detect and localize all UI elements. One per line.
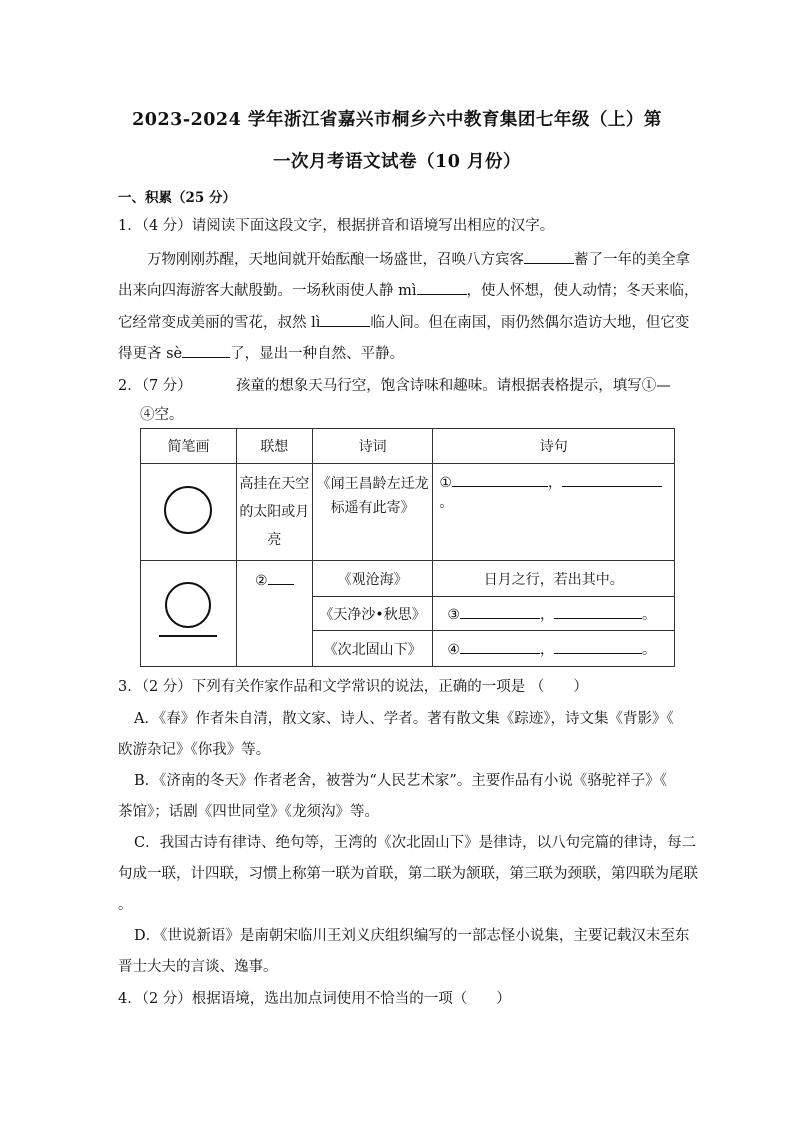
- poem-title-cell: 《天净沙•秋思》: [312, 597, 433, 631]
- verse-cell: [433, 631, 675, 667]
- poem-title-cell: [312, 464, 433, 561]
- circle-sun-moon-icon: [158, 480, 218, 540]
- q1-text: 临人间。但在南国，雨仍然偶尔造访大地，但它变: [370, 315, 690, 331]
- punctuation: 。: [641, 641, 656, 658]
- q1-text: 它经常变成美丽的雪花，叔然 lì: [118, 315, 321, 331]
- q1-answer-blank-4[interactable]: [182, 343, 230, 358]
- table-row: [141, 561, 675, 597]
- section-heading: 一、积累（25 分）: [118, 190, 236, 206]
- sun-over-horizon-icon: [153, 580, 223, 644]
- verse-blank-1a[interactable]: [452, 472, 548, 487]
- poem-title-text: 标遥有此寄》: [330, 500, 415, 516]
- q3-option-d-line-2: 晋士大夫的言谈、逸事。: [118, 959, 278, 975]
- q3-option-c-line-3: 。: [118, 897, 133, 913]
- table-row: [141, 464, 675, 561]
- association-blank-2[interactable]: [268, 570, 294, 585]
- q1-stem: 1．（4 分）请阅读下面这段文字，根据拼音和语境写出相应的汉字。: [118, 218, 555, 234]
- exam-title-line-2: 一次月考语文试卷（10 月份）: [273, 152, 521, 172]
- verse-cell: [433, 464, 675, 561]
- q1-text: 得更吝 sè: [118, 346, 183, 362]
- table-header: 诗词: [312, 429, 433, 464]
- verse-blank-3a[interactable]: [460, 604, 540, 619]
- verse-blank-4b[interactable]: [554, 639, 642, 654]
- q3-option-a-line-1: A．《春》作者朱自清，散文家、诗人、学者。著有散文集《踪迹》，诗文集《背影》《: [134, 711, 674, 727]
- q2-text: 孩童的想象天马行空，饱含诗味和趣味。请根据表格提示，填写①—: [235, 378, 671, 394]
- q1-text: ，使人怀想，使人动情；冬天来临，: [466, 283, 699, 299]
- answer-marker: ①: [439, 475, 452, 491]
- verse-blank-1b[interactable]: [562, 472, 662, 487]
- association-text: 亮: [267, 532, 282, 548]
- sunrise-drawing: [141, 561, 237, 667]
- punctuation: ，: [539, 606, 554, 623]
- q3-option-b-line-1: B．《济南的冬天》作者老舍，被誉为“人民艺术家”。主要作品有小说《骆驼祥子》《: [134, 773, 667, 789]
- q1-text: 出来向四海游客大献殷勤。一场秋雨使人静 mì: [118, 283, 417, 299]
- answer-marker: ③: [447, 606, 460, 623]
- q1-passage-line-3: [118, 311, 689, 332]
- answer-marker: ②: [255, 573, 268, 589]
- punctuation: 。: [641, 606, 656, 623]
- q3-option-c-line-1: C．我国古诗有律诗、绝句等，王湾的《次北固山下》是律诗，以八句完篇的律诗，每二: [134, 835, 697, 851]
- table-header: 简笔画: [141, 429, 237, 464]
- q1-answer-blank-3[interactable]: [320, 312, 370, 327]
- poem-title-cell: 《次北固山下》: [312, 631, 433, 667]
- exam-title-line-1: 2023-2024 学年浙江省嘉兴市桐乡六中教育集团七年级（上）第: [132, 110, 662, 130]
- poem-title-text: 《闻王昌龄左迁龙: [316, 476, 429, 492]
- association-cell: [236, 561, 312, 667]
- q3-option-a-line-2: 欧游杂记》《你我》等。: [118, 742, 271, 758]
- q2-stem-line-1: [118, 374, 671, 395]
- table-header: 联想: [236, 429, 312, 464]
- verse-blank-4a[interactable]: [460, 639, 540, 654]
- poem-title-cell: 《观沧海》: [312, 561, 433, 597]
- q3-option-d-line-1: D．《世说新语》是南朝宋临川王刘义庆组织编写的一部志怪小说集，主要记载汉末至东: [134, 928, 690, 944]
- q1-passage-line-1: [147, 248, 690, 269]
- q3-option-b-line-2: 茶馆》；话剧《四世同堂》《龙须沟》等。: [118, 804, 379, 820]
- q3-stem: 3．（2 分）下列有关作家作品和文学常识的说法，正确的一项是 （ ）: [118, 679, 588, 695]
- punctuation: ，: [539, 641, 554, 658]
- circle-drawing: [141, 464, 237, 561]
- q1-answer-blank-1[interactable]: [524, 249, 574, 264]
- punctuation: ，: [547, 475, 562, 491]
- verse-blank-3b[interactable]: [554, 604, 642, 619]
- q1-text: 蓄了一年的美全拿: [574, 252, 690, 268]
- verse-cell: 日月之行，若出其中。: [433, 561, 675, 597]
- table-header: 诗句: [433, 429, 675, 464]
- answer-marker: ④: [447, 641, 460, 658]
- q4-stem: 4．（2 分）根据语境，选出加点词使用不恰当的一项（ ）: [118, 991, 511, 1007]
- association-cell: [236, 464, 312, 561]
- verse-cell: [433, 597, 675, 631]
- q3-option-c-line-2: 句成一联，计四联，习惯上称第一联为首联，第二联为颔联，第三联为颈联，第四联为尾联: [118, 866, 698, 882]
- poetry-table: [140, 428, 675, 667]
- table-header-row: [141, 429, 675, 464]
- q1-passage-line-2: [118, 279, 699, 300]
- association-text: 的太阳或月: [239, 504, 310, 520]
- q2-number: 2．（7 分）: [118, 378, 192, 394]
- q2-stem-line-2: ④空。: [140, 407, 184, 423]
- q1-text: 万物刚刚苏醒，天地间就开始酝酿一场盛世，召唤八方宾客: [147, 252, 524, 268]
- punctuation: 。: [439, 495, 454, 511]
- q1-text: 了，显出一种自然、平静。: [230, 346, 405, 362]
- association-text: 高挂在天空: [239, 476, 310, 492]
- q1-passage-line-4: [118, 342, 404, 363]
- q1-answer-blank-2[interactable]: [417, 280, 467, 295]
